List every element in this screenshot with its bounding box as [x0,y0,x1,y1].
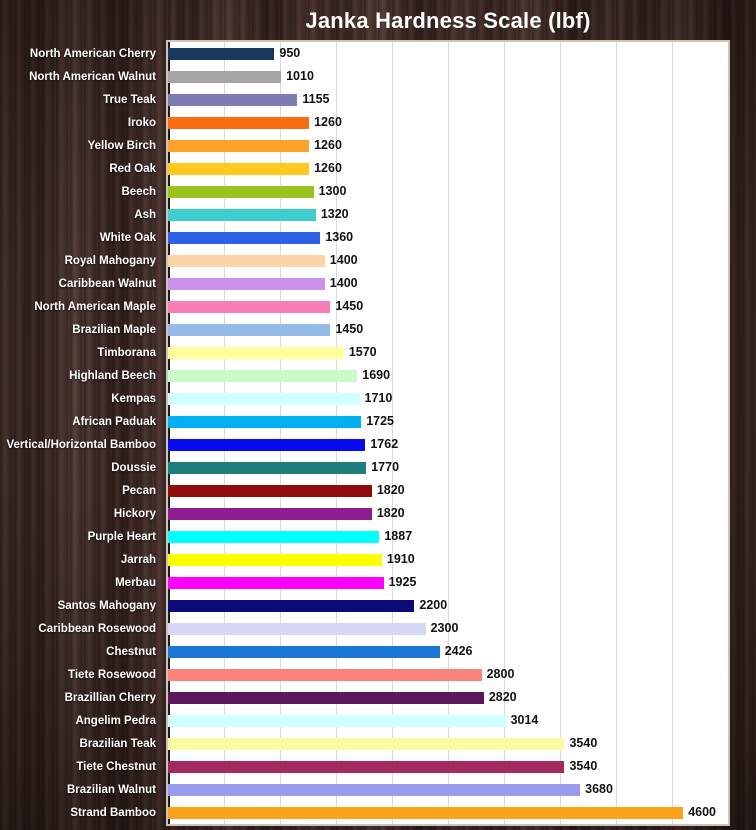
bar-row [168,525,728,548]
bar-row [168,180,728,203]
value-label: 2300 [430,621,459,636]
chart-title: Janka Hardness Scale (lbf) [305,8,591,33]
bar-row [168,157,728,180]
bars-container [168,42,728,824]
value-label: 3680 [585,782,613,797]
bar-row [168,88,728,111]
category-label: Merbau [115,576,156,589]
bar [168,163,309,175]
value-label: 1400 [329,253,358,268]
value-label: 1762 [370,437,399,452]
value-label: 1260 [314,138,342,153]
bar [168,485,372,497]
bar [168,393,360,405]
bar-row [168,272,728,295]
bar-row [168,295,728,318]
bar-row [168,479,728,502]
bar-row [168,364,728,387]
category-label: Beech [121,185,156,198]
category-label: Chestnut [106,645,156,658]
value-label: 1725 [366,414,394,429]
bar [168,692,484,704]
bar-row [168,709,728,732]
bar [168,186,314,198]
bar [168,370,357,382]
bar-row [168,111,728,134]
value-label: 3540 [569,736,598,751]
category-label: Tiete Chestnut [76,760,156,773]
value-label: 1400 [329,276,358,291]
bar [168,646,440,658]
category-label: White Oak [99,231,156,244]
category-label: Pecan [122,484,156,497]
value-label: 1710 [364,391,393,406]
category-label: North American Walnut [29,70,156,83]
value-label: 3014 [510,713,539,728]
value-label: 950 [279,46,301,61]
bar [168,508,372,520]
category-label: North American Cherry [29,47,156,60]
value-label: 1450 [335,322,364,337]
bar [168,784,580,796]
value-label: 2426 [444,644,473,659]
value-label: 1820 [376,483,405,498]
value-label: 1770 [371,460,400,475]
category-label: Santos Mahogany [57,599,156,612]
category-label: African Paduak [72,415,156,428]
bar [168,209,316,221]
value-label: 2200 [419,598,448,613]
category-label: Brazilian Maple [72,323,156,336]
category-label: Timborana [97,346,156,359]
category-label-column [0,42,162,824]
bar-row [168,571,728,594]
bar-row [168,134,728,157]
value-label: 1260 [314,161,342,176]
bar [168,623,426,635]
bar [168,715,506,727]
category-label: Yellow Birch [87,139,156,152]
bar-row [168,249,728,272]
value-label: 1320 [320,207,349,222]
value-label: 1925 [388,575,417,590]
bar [168,255,325,267]
bar [168,278,325,290]
bar [168,117,309,129]
category-label: Strand Bamboo [70,806,156,819]
bar-row [168,594,728,617]
bar [168,807,683,819]
bar [168,48,274,60]
value-label: 1155 [302,92,330,107]
bar [168,738,564,750]
bar [168,232,320,244]
bar-row [168,203,728,226]
bar [168,462,366,474]
category-label: Brazilian Walnut [66,783,156,796]
bar [168,347,344,359]
value-label: 1910 [386,552,415,567]
bar-row [168,341,728,364]
category-label: Tiete Rosewood [68,668,156,681]
category-label: True Teak [103,93,156,106]
category-label: Purple Heart [87,530,156,543]
category-label: Vertical/Horizontal Bamboo [6,438,156,451]
value-label: 1260 [314,115,342,130]
value-label: 1300 [318,184,347,199]
bar-row [168,502,728,525]
bar-row [168,732,728,755]
category-label: Brazilian Teak [79,737,156,750]
value-label: 4600 [688,805,716,820]
category-label: Hickory [113,507,156,520]
bar-row [168,318,728,341]
bar-row [168,42,728,65]
category-label: Highland Beech [69,369,156,382]
category-label: Red Oak [109,162,156,175]
category-label: North American Maple [34,300,156,313]
bar [168,554,382,566]
category-label: Royal Mahogany [64,254,156,267]
value-label: 1690 [362,368,391,383]
bar-row [168,410,728,433]
bar-row [168,65,728,88]
category-label: Caribbean Rosewood [38,622,156,635]
value-label: 1570 [348,345,377,360]
bar [168,301,330,313]
value-label: 1887 [384,529,413,544]
bar-row [168,686,728,709]
bar-row [168,433,728,456]
bar [168,94,297,106]
value-label: 2820 [488,690,517,705]
category-label: Angelim Pedra [75,714,156,727]
bar-row [168,755,728,778]
category-label: Kempas [111,392,156,405]
bar-row [168,640,728,663]
bar [168,600,414,612]
category-label: Caribbean Walnut [58,277,156,290]
bar [168,140,309,152]
value-label: 1820 [376,506,405,521]
category-label: Ash [134,208,156,221]
bar-row [168,387,728,410]
category-label: Doussie [111,461,156,474]
category-label: Jarrah [120,553,156,566]
bar [168,71,281,83]
bar [168,761,564,773]
bar-row [168,226,728,249]
bar [168,577,384,589]
bar-row [168,663,728,686]
bar [168,669,482,681]
bar [168,416,361,428]
value-label: 1010 [286,69,314,84]
bar [168,531,379,543]
value-label: 2800 [486,667,515,682]
value-label: 1450 [335,299,364,314]
bar-row [168,548,728,571]
bar-row [168,801,728,824]
category-label: Iroko [127,116,156,129]
category-label: Brazillian Cherry [64,691,156,704]
bar-row [168,617,728,640]
bar-row [168,456,728,479]
plot-area [168,42,728,824]
bar [168,439,365,451]
value-label: 1360 [325,230,354,245]
bar [168,324,330,336]
bar-row [168,778,728,801]
value-label: 3540 [569,759,598,774]
